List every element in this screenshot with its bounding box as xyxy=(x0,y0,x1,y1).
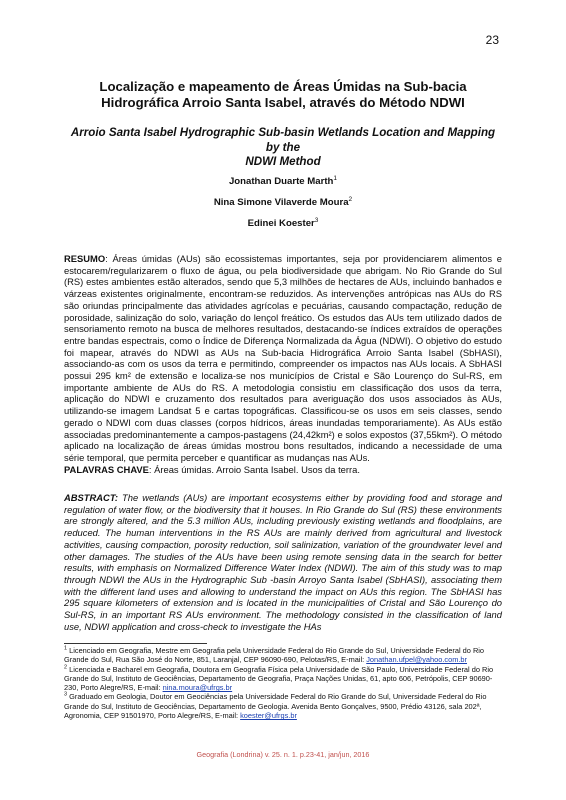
footnotes xyxy=(64,646,504,720)
page-number: 23 xyxy=(485,33,499,47)
author-footnote-mark: 1 xyxy=(333,174,338,182)
keywords-label: PALAVRAS CHAVE xyxy=(64,464,149,475)
email-link[interactable]: koester@ufrgs.br xyxy=(240,711,297,721)
english-title xyxy=(64,126,502,170)
email-link[interactable]: Jonathan.ufpel@yahoo.com.br xyxy=(366,655,468,665)
author-name: Jonathan Duarte Marth xyxy=(228,176,334,187)
author-footnote-mark: 2 xyxy=(348,195,353,203)
footnote-mark: 2 xyxy=(64,664,68,671)
keywords-paragraph xyxy=(64,464,502,476)
footnote-text: Graduado em Geologia, Doutor em Geociências pela Universidade Federal do Rio Grande do Sul, Universidade Federal do Rio Grande do Sul, Instituto de Geociências, Departamento de Geologia. Avenida Bento Gonçalves, 9500, Prédio 43126, sala 202ª, Agronomia, CEP 91501970, Porto Alegre/RS, E-mail: xyxy=(64,692,487,721)
author-2 xyxy=(64,197,502,208)
author-footnote-mark: 3 xyxy=(314,216,319,224)
footnote-text: Licenciado em Geografia, Mestre em Geografia pela Universidade Federal do Rio Grande do Sul, Universidade Federal do Rio Grande do Sul, Rua São José do Norte, 851, Laranjal, CEP 96090-690, Pelotas/RS, E-mail: xyxy=(64,646,485,665)
journal-footer: Geografia (Londrina) v. 25. n. 1. p.23-41, jan/jun, 2016 xyxy=(196,750,370,759)
title-line-2: Hidrográfica Arroio Santa Isabel, através do Método NDWI xyxy=(101,94,465,110)
footnote-mark: 3 xyxy=(64,692,68,699)
abstract-paragraph xyxy=(64,492,502,632)
footnote-text: Licenciada e Bacharel em Geografia, Doutora em Geografia Física pela Universidade de São Paulo, Universidade Federal do Rio Grande do Sul, Instituto de Geociências, Departamento de Geografia, Praça Nações Unidas, 61, apto 606, Petrópolis, CEP 90690-230, Porto Alegre/RS, E-mail: xyxy=(64,664,494,693)
footnote-mark: 1 xyxy=(64,645,68,652)
email-link[interactable]: nina.moura@ufrgs.br xyxy=(162,683,233,693)
english-title-line-2: NDWI Method xyxy=(245,155,321,168)
footnote-divider xyxy=(64,643,207,644)
footnote-1 xyxy=(64,646,504,665)
title-line-1: Localização e mapeamento de Áreas Úmidas na Sub-bacia xyxy=(99,79,467,94)
resumo-text: : Áreas úmidas (AUs) são ecossistemas importantes, seja por providenciarem alimentos e estocarem/regularizarem o fluxo de água, ou pela biodiversidade que abrigam. No Rio Grande do Sul (RS) estes ambientes estão alterados, sendo que 5,3 milhões de hectares de AUs, incluindo banhados e várzeas existentes originalmente, encontram-se reduzidos. As intervenções antrópicas nas AUs do RS são oriundas principalmente das atividades agrícolas e pecuárias, causando compactação, redução de porosidade, salinização do solo, variação do lençol freático. Os estudos das AUs tem utilizado dados de sensoriamento remoto na busca de melhores resultados, destacando-se índices extraídos de operações entre bandas espectrais, como o Índice de Diferença Normalizada da Água (NDWI). O objetivo do estudo foi mapear, através do NDWI as AUs na Sub-bacia Hidrográfica Arroio Santa Isabel (SbHASI), associando-as com os usos da terra e permitindo, compreender os impactos nas AUs locais. A SbHASI possui 295 km² de extensão e localiza-se nos municípios de Cristal e São Lourenço do Sul-RS, em importante ambiente de AUs do RS. A metodologia consistiu em classificação dos usos da terra, aplicação do NDWI e cruzamento dos resultados para averiguação dos usos associados às AUs, utilizando-se imagem Landsat 5 e cartas topográficas. Classificou-se os usos em seis classes, sendo gerado o NDWI com duas classes (corpos hídricos, áreas inundadas temporariamente). As AUs estão associadas predominantemente a campos-pastagens (24,42km²) e solos expostos (37,55km²). O método aplicado na localização de áreas úmidas mostrou bons resultados, indicando a necessidade de uma série temporal, que permita perceber e quantificar as mudanças nas AUs. xyxy=(64,253,502,463)
footnote-2 xyxy=(64,665,504,693)
footnote-3 xyxy=(64,692,504,720)
resumo-label: RESUMO xyxy=(64,253,106,264)
author-1 xyxy=(64,176,502,187)
english-title-line-1: Arroio Santa Isabel Hydrographic Sub-basin Wetlands Location and Mapping by the xyxy=(70,126,496,154)
abstract-label: ABSTRACT: xyxy=(64,492,118,503)
resumo-paragraph xyxy=(64,253,502,464)
author-name: Edinei Koester xyxy=(247,218,315,229)
keywords-text: : Áreas úmidas. Arroio Santa Isabel. Usos da terra. xyxy=(148,464,360,475)
paper-title xyxy=(64,79,502,110)
author-3 xyxy=(64,218,502,229)
author-name: Nina Simone Vilaverde Moura xyxy=(213,197,349,208)
abstract-text: The wetlands (AUs) are important ecosystems either by providing food and storage and regulation of water flow, or the biodiversity that it houses. In Rio Grande do Sul (RS) these environments are strongly altered, and the 5.3 million AUs, including previously existing wetlands and floodplains, are reduced. The human interventions in the RS AUs are mainly derived from agricultural and livestock activities, causing compaction, porosity reduction, soil salinization, variation of the groundwater level and other damages. The studies of the AUs have been using remote sensing data in the search for better results, with emphasis on Normalized Difference Water Index (NDWI). The aim of this study was to map through NDWI the AUs in the Hydrographic Sub -basin Arroyo Santa Isabel (SbHASI), associating them with the different land uses and allowing to understand the impact on AUs this region. The SbHASI has 295 square kilometers of extension and is located in the municipalities of Cristal and São Lourenço do Sul-RS, in an important RS AUs environment. The methodology consisted in the classification of land use, NDWI application and cross-check to investigate the HAs xyxy=(64,492,502,632)
